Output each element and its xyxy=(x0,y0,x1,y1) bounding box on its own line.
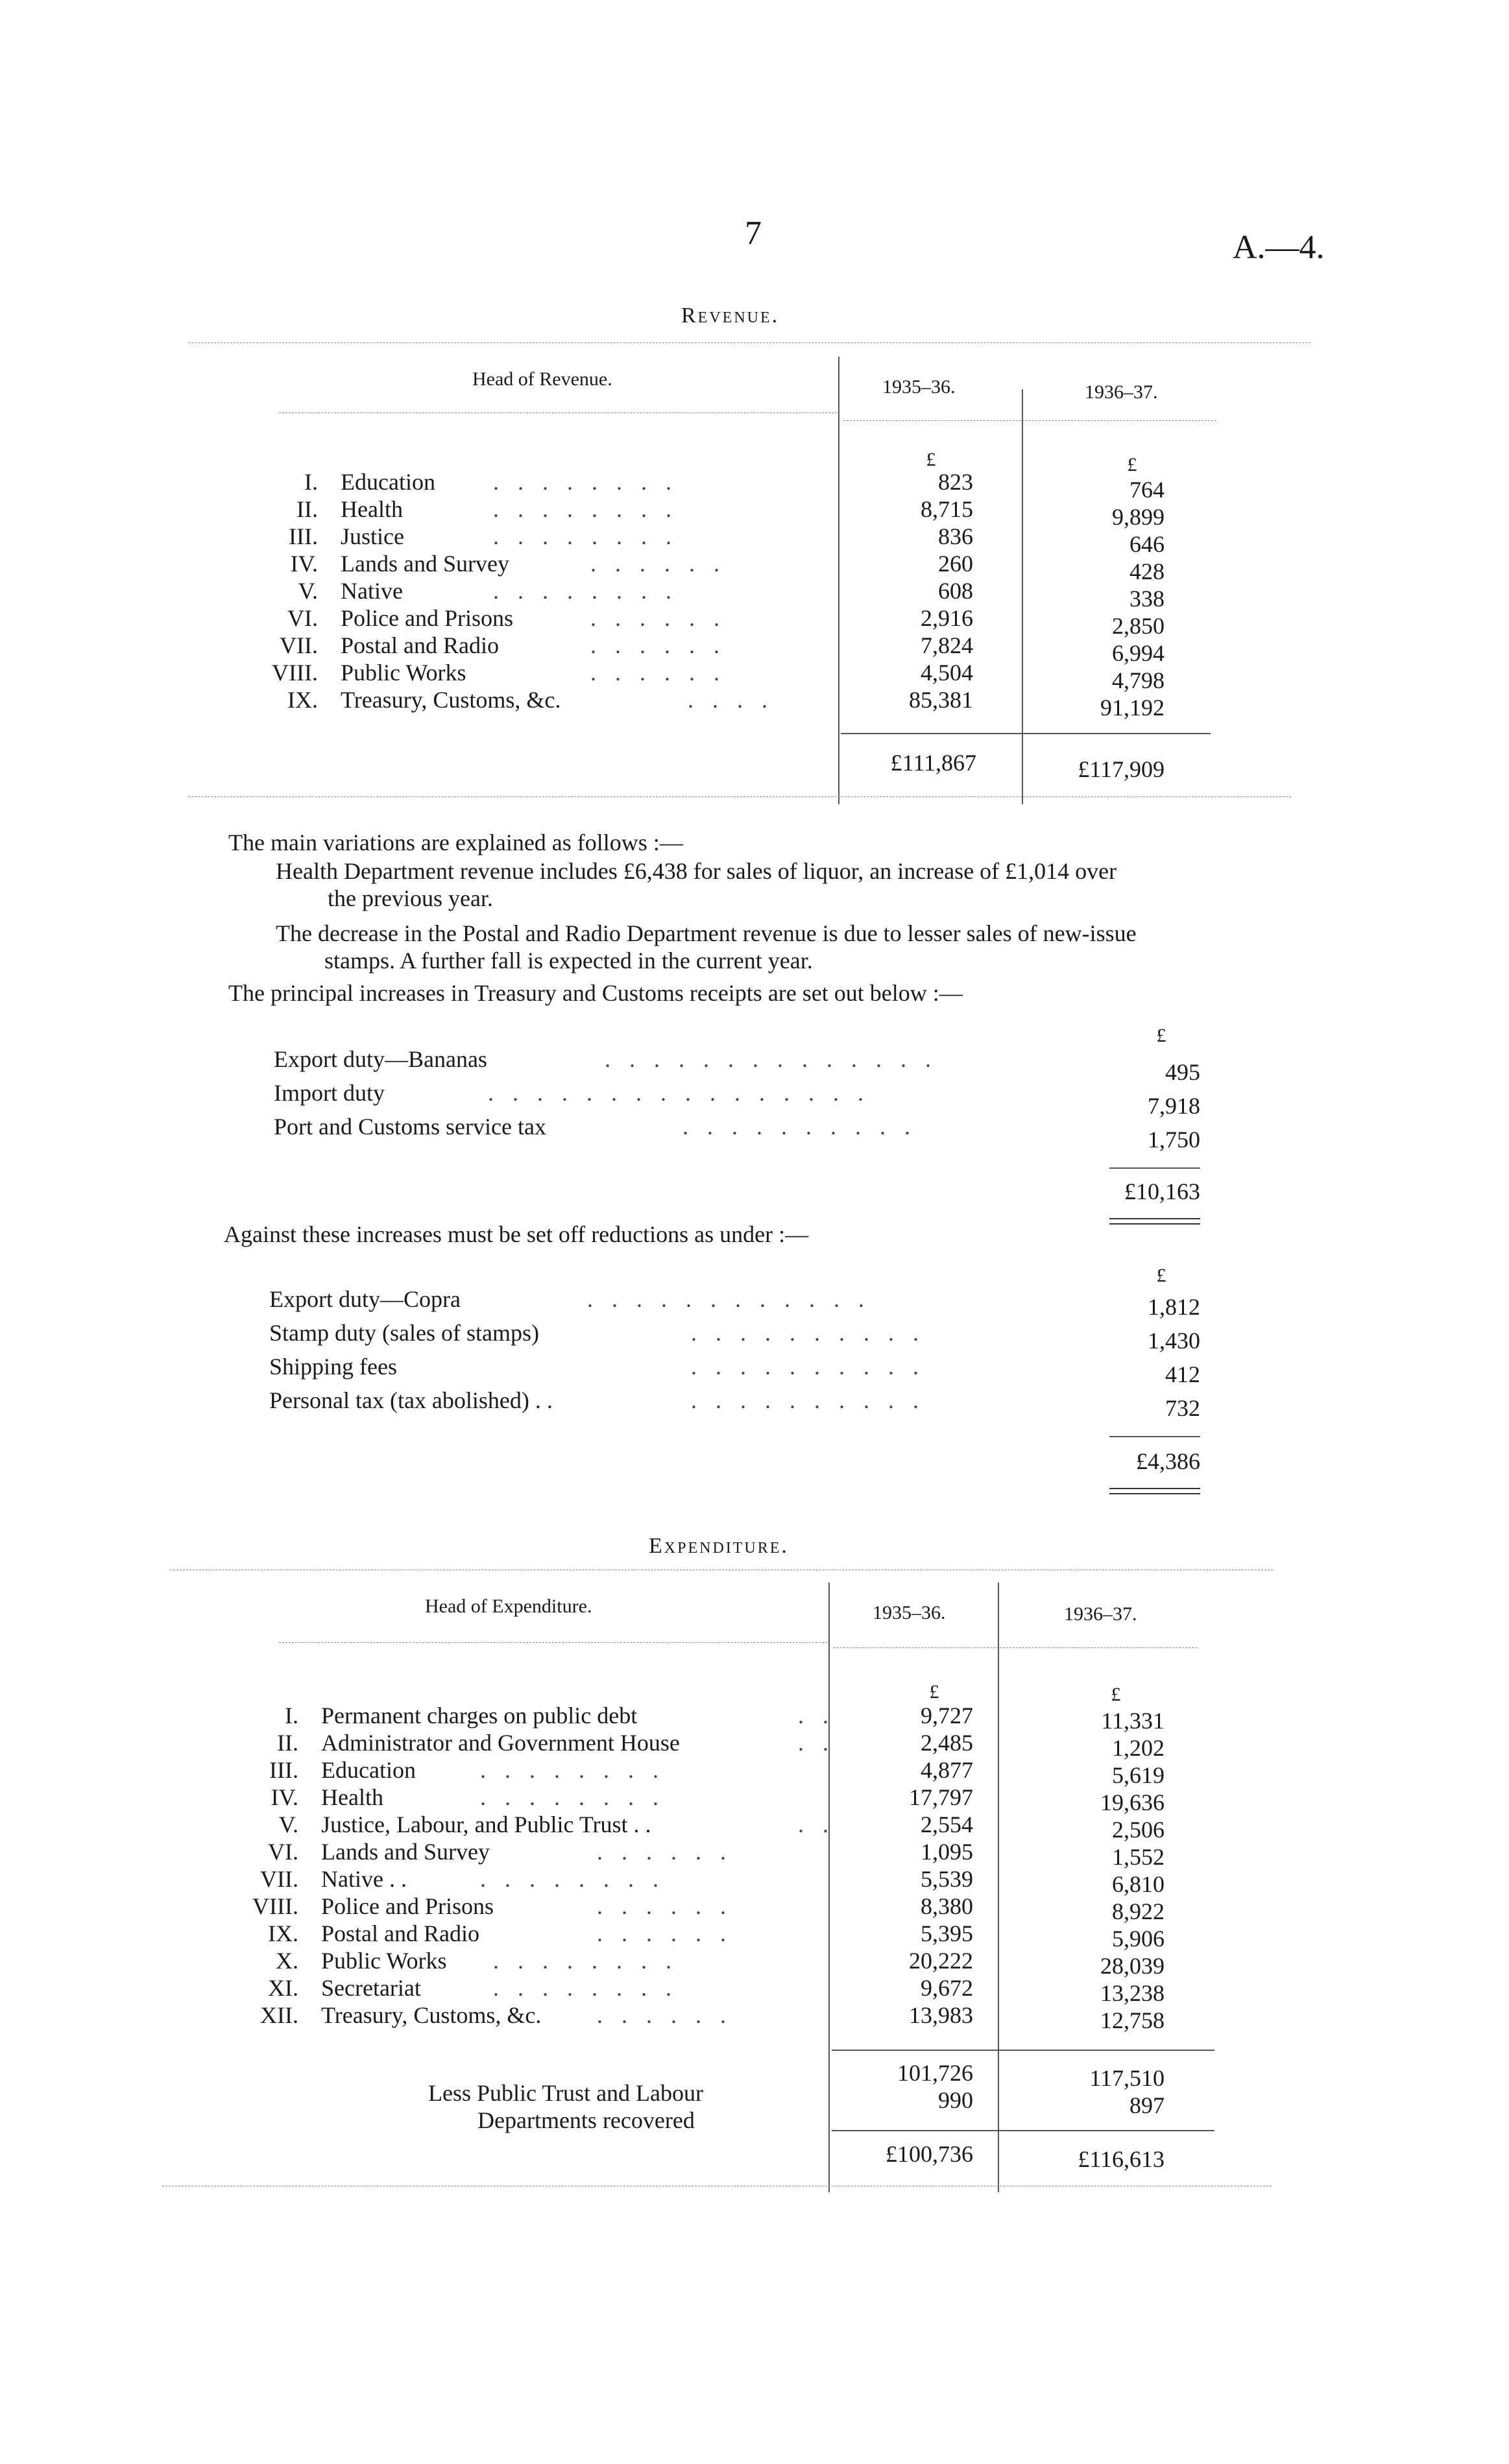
row-label: Justice xyxy=(341,523,404,549)
row-label: Lands and Survey xyxy=(341,551,509,577)
revenue-value: 2,916 xyxy=(921,605,973,631)
expenditure-head-rule xyxy=(279,1642,827,1643)
revenue-value: 338 xyxy=(1129,586,1165,612)
revenue-total-rule xyxy=(841,733,1211,734)
item-label: Export duty—Bananas xyxy=(274,1046,487,1072)
expenditure-currency-1935: £ xyxy=(929,1681,939,1703)
expenditure-value: 5,539 xyxy=(921,1866,973,1892)
revenue-total-1936: £117,909 xyxy=(1078,756,1165,782)
expenditure-value: 5,906 xyxy=(1112,1926,1165,1952)
expenditure-value: 5,619 xyxy=(1112,1762,1165,1788)
row-label: Postal and Radio xyxy=(321,1920,479,1946)
expenditure-total-rule xyxy=(832,2130,1214,2131)
row-numeral: III. xyxy=(269,1757,298,1783)
item-label: Stamp duty (sales of stamps) xyxy=(269,1320,539,1346)
expenditure-head-rule-2 xyxy=(834,1647,1197,1648)
item-value: 412 xyxy=(1165,1361,1200,1387)
reductions-currency: £ xyxy=(1156,1265,1166,1286)
expenditure-col-divider-2 xyxy=(998,1583,999,2192)
reductions-double-rule xyxy=(1109,1488,1200,1494)
row-label: Secretariat xyxy=(321,1975,421,2001)
revenue-col-1936: 1936–37. xyxy=(1085,381,1158,403)
leader-dots: . . . . . . . . xyxy=(480,1866,665,1892)
item-label: Export duty—Copra xyxy=(269,1286,461,1312)
leader-dots: . . . . . . xyxy=(590,605,726,631)
row-numeral: VII. xyxy=(280,632,318,658)
expenditure-value: 17,797 xyxy=(909,1784,973,1810)
expenditure-value: 4,877 xyxy=(921,1757,973,1783)
revenue-head-label: Head of Revenue. xyxy=(472,368,612,390)
leader-dots: . . . . . . xyxy=(590,551,726,577)
row-numeral: I. xyxy=(304,469,318,495)
increases-currency: £ xyxy=(1156,1025,1166,1046)
leader-dots: . . . . . . . . xyxy=(493,496,678,522)
row-label: Administrator and Government House xyxy=(321,1730,680,1756)
page-number: 7 xyxy=(745,215,762,252)
item-value: 1,750 xyxy=(1148,1127,1200,1153)
expenditure-value: 20,222 xyxy=(909,1948,973,1974)
row-label: Justice, Labour, and Public Trust . . xyxy=(321,1812,651,1837)
revenue-value: 91,192 xyxy=(1100,695,1165,721)
item-label: Personal tax (tax abolished) . . xyxy=(269,1387,553,1413)
health-note-line-2: the previous year. xyxy=(328,885,493,911)
row-numeral: IX. xyxy=(287,687,318,713)
increases-total-rule xyxy=(1109,1167,1200,1169)
reductions-total-rule xyxy=(1109,1436,1200,1437)
expenditure-value: 13,983 xyxy=(909,2002,973,2028)
row-numeral: V. xyxy=(278,1812,298,1837)
row-label: Health xyxy=(321,1784,383,1810)
leader-dots: . . xyxy=(798,1812,835,1837)
leader-dots: . . . . . . xyxy=(597,2002,732,2028)
less-recovered-1936: 897 xyxy=(1129,2092,1165,2118)
item-value: 1,812 xyxy=(1148,1294,1200,1320)
revenue-col-divider-1 xyxy=(838,357,839,804)
revenue-top-rule xyxy=(188,342,1310,343)
row-label: Police and Prisons xyxy=(341,605,513,631)
row-numeral: VI. xyxy=(268,1839,298,1865)
document-reference: A.—4. xyxy=(1233,229,1325,266)
expenditure-value: 9,672 xyxy=(921,1975,973,2001)
row-label: Treasury, Customs, &c. xyxy=(341,687,561,713)
revenue-value: 608 xyxy=(938,578,973,604)
list-item xyxy=(274,1079,870,1106)
expenditure-value: 5,395 xyxy=(921,1920,973,1946)
revenue-value: 8,715 xyxy=(921,496,973,522)
expenditure-value: 8,922 xyxy=(1112,1898,1165,1924)
list-item xyxy=(269,1353,925,1380)
leader-dots: . . . . . . . . . . . . . . xyxy=(605,1046,937,1072)
leader-dots: . . . . . . . . xyxy=(493,523,678,549)
leader-dots: . . . . . . . . xyxy=(480,1784,665,1810)
row-label: Postal and Radio xyxy=(341,632,499,658)
row-label: Education xyxy=(321,1757,416,1783)
expenditure-value: 9,727 xyxy=(921,1703,973,1728)
expenditure-total-1935: £100,736 xyxy=(886,2141,973,2167)
expenditure-subtotal-1935: 101,726 xyxy=(897,2060,973,2086)
revenue-total-1935: £111,867 xyxy=(890,750,976,776)
leader-dots: . . . . . . xyxy=(597,1893,732,1919)
row-label: Native xyxy=(341,578,403,604)
revenue-title: Revenue. xyxy=(681,304,780,328)
list-item xyxy=(274,1113,917,1140)
revenue-value: 7,824 xyxy=(921,632,973,658)
row-numeral: VI. xyxy=(287,605,318,631)
increases-total: £10,163 xyxy=(1124,1178,1200,1204)
revenue-value: 646 xyxy=(1129,531,1165,557)
reductions-intro: Against these increases must be set off reductions as under :— xyxy=(224,1221,809,1247)
row-numeral: X. xyxy=(276,1948,298,1974)
leader-dots: . . . . . . . . . . xyxy=(691,1387,925,1413)
row-numeral: VIII. xyxy=(272,660,318,686)
list-item xyxy=(269,1319,925,1346)
less-recovered-label-1: Less Public Trust and Labour xyxy=(428,2080,704,2106)
leader-dots: . . . . . . . . . . xyxy=(682,1114,917,1140)
row-numeral: VII. xyxy=(260,1866,298,1892)
item-value: 7,918 xyxy=(1148,1093,1200,1119)
item-label: Port and Customs service tax xyxy=(274,1114,546,1140)
increases-intro: The principal increases in Treasury and Customs receipts are set out below :— xyxy=(228,980,963,1006)
expenditure-value: 2,485 xyxy=(921,1730,973,1756)
leader-dots: . . . . . . xyxy=(597,1920,732,1946)
leader-dots: . . . . . . xyxy=(590,660,726,686)
row-numeral: XI. xyxy=(268,1975,298,2001)
revenue-value: 2,850 xyxy=(1112,613,1165,639)
leader-dots: . . . . . . xyxy=(597,1839,732,1865)
expenditure-value: 8,380 xyxy=(921,1893,973,1919)
expenditure-value: 1,552 xyxy=(1112,1844,1165,1870)
expenditure-value: 28,039 xyxy=(1100,1953,1165,1979)
revenue-currency-1935: £ xyxy=(926,449,936,470)
less-recovered-1935: 990 xyxy=(938,2087,973,2113)
health-note-line-1: Health Department revenue includes £6,438 for sales of liquor, an increase of £1,014 over xyxy=(276,858,1117,884)
item-value: 495 xyxy=(1165,1059,1200,1085)
revenue-currency-1936: £ xyxy=(1127,454,1137,475)
expenditure-value: 19,636 xyxy=(1100,1789,1165,1815)
item-label: Import duty xyxy=(274,1080,385,1106)
row-numeral: II. xyxy=(277,1730,298,1756)
expenditure-value: 2,554 xyxy=(921,1812,973,1837)
row-numeral: V. xyxy=(298,578,318,604)
row-label: Public Works xyxy=(341,660,466,686)
leader-dots: . . . . . . . . xyxy=(493,1975,678,2001)
row-numeral: VIII. xyxy=(252,1893,298,1919)
revenue-bottom-rule xyxy=(188,796,1291,797)
revenue-value: 428 xyxy=(1129,558,1165,584)
expenditure-col-1935: 1935–36. xyxy=(873,1602,946,1623)
revenue-value: 6,994 xyxy=(1112,640,1165,666)
notes-intro: The main variations are explained as follows :— xyxy=(228,830,683,855)
revenue-value: 4,798 xyxy=(1112,667,1165,693)
list-item xyxy=(269,1286,871,1313)
expenditure-subtotal-1936: 117,510 xyxy=(1089,2065,1165,2091)
expenditure-value: 13,238 xyxy=(1100,1980,1165,2006)
revenue-value: 260 xyxy=(938,551,973,577)
revenue-head-rule-2 xyxy=(843,420,1216,421)
row-numeral: I. xyxy=(285,1703,298,1728)
item-value: 1,430 xyxy=(1148,1328,1200,1354)
row-label: Treasury, Customs, &c. xyxy=(321,2002,542,2028)
expenditure-value: 2,506 xyxy=(1112,1817,1165,1843)
leader-dots: . . . . . . . . . . . . . . . . xyxy=(488,1080,870,1106)
expenditure-col-1936: 1936–37. xyxy=(1064,1603,1137,1625)
leader-dots: . . . . . . . . xyxy=(493,469,678,495)
row-numeral: IV. xyxy=(290,551,318,577)
leader-dots: . . . . . . . . . . xyxy=(691,1354,925,1380)
leader-dots: . . . . . . . . xyxy=(493,578,678,604)
revenue-col-1935: 1935–36. xyxy=(882,376,956,398)
revenue-value: 764 xyxy=(1129,477,1165,503)
row-label: Lands and Survey xyxy=(321,1839,490,1865)
leader-dots: . . . . . . . . . . . . xyxy=(587,1286,871,1312)
revenue-value: 85,381 xyxy=(909,687,973,713)
row-label: Permanent charges on public debt xyxy=(321,1703,638,1728)
expenditure-value: 11,331 xyxy=(1101,1708,1165,1734)
reductions-total: £4,386 xyxy=(1136,1448,1200,1474)
item-value: 732 xyxy=(1165,1395,1200,1421)
row-numeral: IX. xyxy=(268,1920,298,1946)
expenditure-col-divider-1 xyxy=(828,1583,830,2192)
expenditure-value: 6,810 xyxy=(1112,1871,1165,1897)
row-numeral: XII. xyxy=(260,2002,298,2028)
expenditure-head-label: Head of Expenditure. xyxy=(425,1596,592,1617)
row-label: Public Works xyxy=(321,1948,447,1974)
expenditure-title: Expenditure. xyxy=(649,1534,789,1558)
revenue-value: 823 xyxy=(938,469,973,495)
expenditure-value: 1,202 xyxy=(1112,1735,1165,1761)
leader-dots: . . . . . . . . xyxy=(480,1757,665,1783)
revenue-value: 836 xyxy=(938,523,973,549)
leader-dots: . . . . xyxy=(688,687,774,713)
revenue-col-divider-2 xyxy=(1022,389,1023,804)
leader-dots: . . . . . . . . . . xyxy=(691,1320,925,1346)
postal-note-line-2: stamps. A further fall is expected in the current year. xyxy=(324,948,813,974)
revenue-value: 4,504 xyxy=(921,660,973,686)
leader-dots: . . . . . . . . xyxy=(493,1948,678,1974)
expenditure-value: 12,758 xyxy=(1100,2007,1165,2033)
list-item xyxy=(274,1046,937,1073)
leader-dots: . . xyxy=(798,1730,835,1756)
revenue-value: 9,899 xyxy=(1112,504,1165,530)
expenditure-total-1936: £116,613 xyxy=(1078,2146,1165,2172)
row-label: Police and Prisons xyxy=(321,1893,494,1919)
list-item xyxy=(269,1387,925,1414)
row-label: Health xyxy=(341,496,403,522)
row-label: Education xyxy=(341,469,435,495)
expenditure-currency-1936: £ xyxy=(1111,1684,1121,1705)
increases-double-rule xyxy=(1109,1218,1200,1225)
row-numeral: II. xyxy=(296,496,318,522)
expenditure-subtotal-rule xyxy=(832,2050,1214,2051)
leader-dots: . . xyxy=(798,1703,835,1728)
postal-note-line-1: The decrease in the Postal and Radio Department revenue is due to lesser sales of new-issue xyxy=(276,920,1137,946)
item-label: Shipping fees xyxy=(269,1354,397,1380)
leader-dots: . . . . . . xyxy=(590,632,726,658)
row-numeral: III. xyxy=(289,523,318,549)
row-numeral: IV. xyxy=(271,1784,298,1810)
less-recovered-label-2: Departments recovered xyxy=(477,2107,695,2133)
expenditure-value: 1,095 xyxy=(921,1839,973,1865)
row-label: Native . . xyxy=(321,1866,407,1892)
